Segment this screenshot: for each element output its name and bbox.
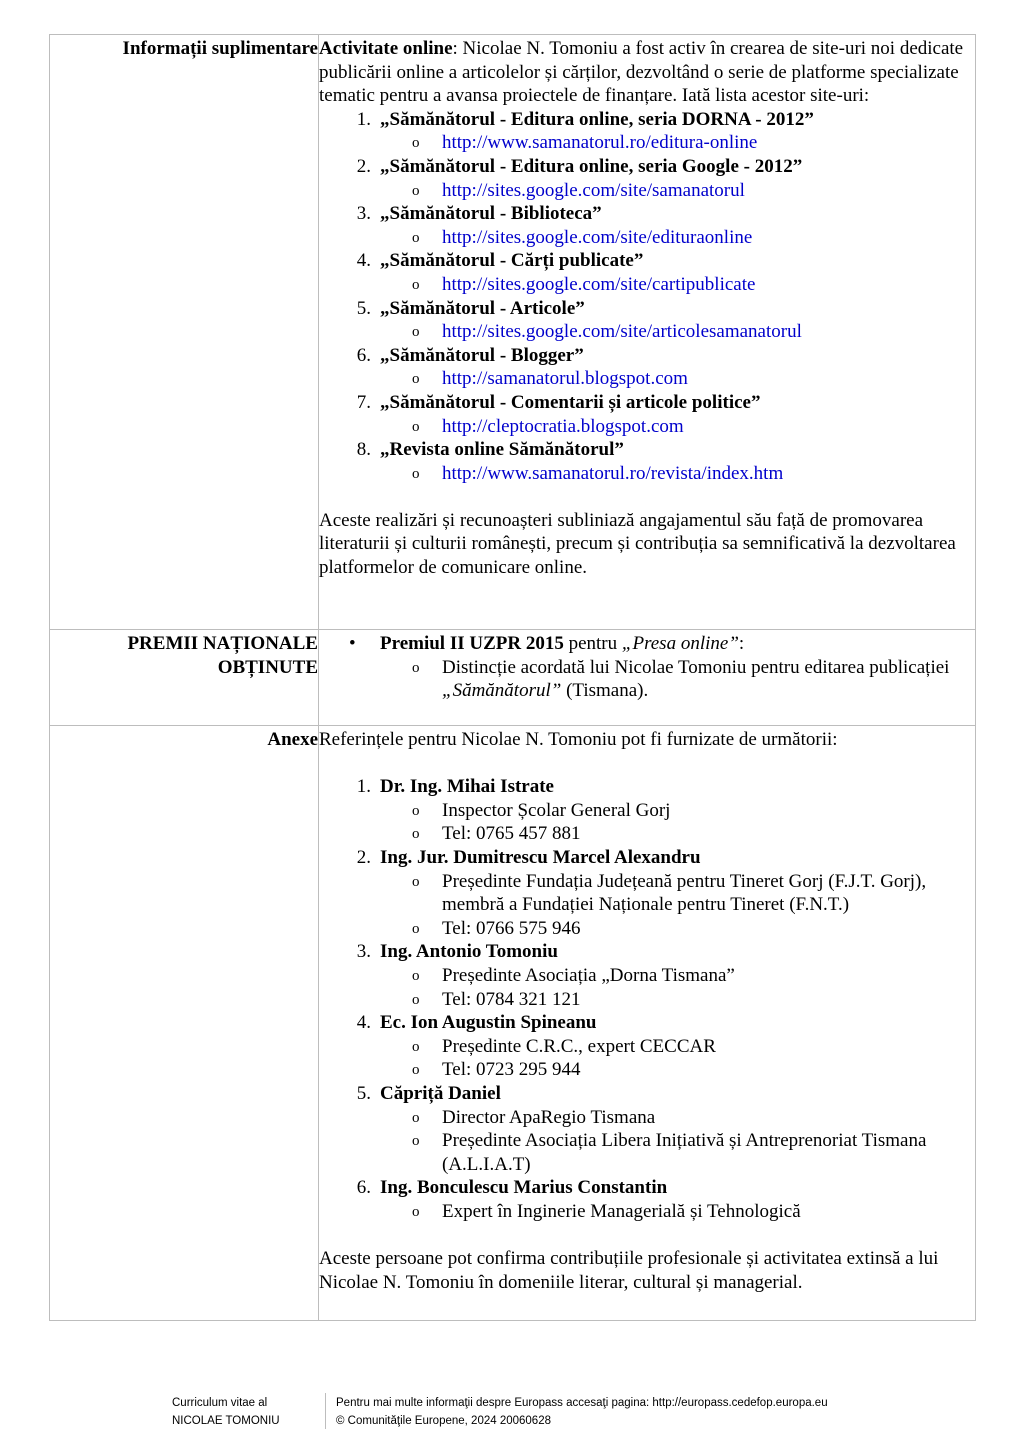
reference-detail bbox=[319, 1106, 975, 1130]
circle-bullet-icon: o bbox=[412, 659, 420, 676]
row-label-awards bbox=[50, 630, 319, 726]
award-title: Premiul II UZPR 2015 bbox=[380, 633, 564, 654]
reference-detail bbox=[319, 822, 975, 846]
reference-name: Ing. Bonculescu Marius Constantin bbox=[380, 1177, 668, 1199]
online-activity-intro bbox=[319, 37, 975, 108]
circle-bullet-icon: o bbox=[412, 967, 420, 984]
reference-detail-text: Tel: 0784 321 121 bbox=[442, 988, 581, 1010]
awards-label-line1: PREMII NAȚIONALE bbox=[127, 633, 318, 654]
circle-bullet-icon: o bbox=[412, 1038, 420, 1055]
circle-bullet-icon: o bbox=[412, 1109, 420, 1126]
reference-detail bbox=[319, 917, 975, 941]
reference-detail bbox=[319, 1129, 975, 1176]
reference-item bbox=[319, 940, 975, 1011]
reference-name-line bbox=[319, 1176, 975, 1200]
award-publication: „Sămănătorul” bbox=[442, 680, 562, 702]
row-label-annexes: Anexe bbox=[50, 726, 319, 1321]
circle-bullet-icon: o bbox=[412, 324, 420, 341]
row-label-additional-info: Informații suplimentare bbox=[50, 35, 319, 630]
online-activity-heading: Activitate online bbox=[319, 38, 453, 59]
site-title-line bbox=[319, 249, 975, 273]
bullet-icon: • bbox=[349, 633, 356, 654]
reference-detail-text: Tel: 0723 295 944 bbox=[442, 1059, 581, 1081]
site-title: „Sămănătorul - Biblioteca” bbox=[380, 203, 602, 225]
site-number: 5. bbox=[356, 297, 371, 319]
site-title-line bbox=[319, 202, 975, 226]
footer-divider bbox=[325, 1393, 326, 1429]
site-number: 6. bbox=[356, 344, 371, 366]
award-text-mid: pentru bbox=[563, 633, 622, 654]
award-detail-text: Distincție acordată lui Nicolae Tomoniu pentru editarea publicației bbox=[442, 656, 950, 678]
circle-bullet-icon: o bbox=[412, 873, 420, 890]
online-activity-closing: Aceste realizări și recunoașteri subliniază angajamentul său față de promovarea literaturii și culturii românești, precum și contribuția sa semnificativă la dezvoltarea platformelor de comunicare online. bbox=[319, 509, 956, 579]
site-title-line bbox=[319, 344, 975, 368]
circle-bullet-icon: o bbox=[412, 1062, 420, 1079]
circle-bullet-icon: o bbox=[412, 371, 420, 388]
site-item bbox=[319, 202, 975, 249]
reference-number: 5. bbox=[356, 1082, 371, 1104]
circle-bullet-icon: o bbox=[412, 229, 420, 246]
site-item bbox=[319, 155, 975, 202]
reference-item bbox=[319, 775, 975, 846]
circle-bullet-icon: o bbox=[412, 418, 420, 435]
footer-left bbox=[172, 1394, 280, 1430]
reference-detail bbox=[319, 1200, 975, 1224]
reference-detail-text: Președinte Asociația Libera Inițiativă și Antreprenoriat Tismana (A.L.I.A.T) bbox=[442, 1130, 927, 1175]
reference-detail bbox=[319, 1035, 975, 1059]
reference-name: Ec. Ion Augustin Spineanu bbox=[380, 1012, 597, 1034]
site-number: 7. bbox=[356, 391, 371, 413]
sites-list bbox=[319, 108, 975, 486]
reference-name-line bbox=[319, 846, 975, 870]
site-url-line bbox=[319, 226, 975, 250]
circle-bullet-icon: o bbox=[412, 920, 420, 937]
site-title-line bbox=[319, 438, 975, 462]
site-number: 1. bbox=[356, 108, 371, 130]
site-number: 3. bbox=[356, 203, 371, 225]
reference-detail-text: Tel: 0766 575 946 bbox=[442, 917, 581, 939]
site-title: „Sămănătorul - Editura online, seria Google - 2012” bbox=[380, 155, 803, 177]
cv-table bbox=[49, 34, 976, 1321]
circle-bullet-icon: o bbox=[412, 802, 420, 819]
reference-detail-text: Președinte Asociația „Dorna Tismana” bbox=[442, 964, 735, 986]
reference-number: 2. bbox=[356, 846, 371, 868]
reference-item bbox=[319, 846, 975, 940]
site-url-line bbox=[319, 179, 975, 203]
site-url-link[interactable]: http://samanatorul.blogspot.com bbox=[442, 368, 688, 390]
circle-bullet-icon: o bbox=[412, 182, 420, 199]
site-item bbox=[319, 438, 975, 485]
circle-bullet-icon: o bbox=[412, 276, 420, 293]
row-awards bbox=[50, 630, 976, 726]
circle-bullet-icon: o bbox=[412, 1133, 420, 1150]
reference-number: 6. bbox=[356, 1177, 371, 1199]
online-activity-text: : Nicolae N. Tomoniu a fost activ în crearea de site-uri noi dedicate publicării online a articolelor și cărților, dezvoltând o serie de platforme specializate tematic pentru a avansa proiectele de finanțare. Iată lista acestor site-uri: bbox=[319, 38, 964, 107]
reference-number: 3. bbox=[356, 941, 371, 963]
footer-cv-name: NICOLAE TOMONIU bbox=[172, 1415, 280, 1427]
circle-bullet-icon: o bbox=[412, 135, 420, 152]
row-content-awards bbox=[319, 630, 976, 726]
reference-detail-text: Expert în Inginerie Managerială și Tehnologică bbox=[442, 1200, 801, 1222]
reference-name-line bbox=[319, 775, 975, 799]
footer-europass-info: Pentru mai multe informaţii despre Europass accesaţi pagina: http://europass.cedefop.europa.eu bbox=[336, 1397, 828, 1409]
footer-copyright: © Comunităţile Europene, 2024 20060628 bbox=[336, 1415, 551, 1427]
site-url-link[interactable]: http://sites.google.com/site/cartipublicate bbox=[442, 273, 756, 295]
row-additional-info bbox=[50, 35, 976, 630]
row-content-additional-info bbox=[319, 35, 976, 630]
footer-right bbox=[336, 1394, 828, 1430]
site-url-line bbox=[319, 131, 975, 155]
reference-name: Dr. Ing. Mihai Istrate bbox=[380, 776, 554, 798]
site-item bbox=[319, 391, 975, 438]
awards-label-line2: OBȚINUTE bbox=[217, 656, 318, 678]
site-title-line bbox=[319, 391, 975, 415]
reference-detail bbox=[319, 870, 975, 917]
site-title: „Sămănătorul - Blogger” bbox=[380, 344, 584, 366]
site-url-link[interactable]: http://sites.google.com/site/articolesamanatorul bbox=[442, 321, 802, 343]
site-url-line bbox=[319, 273, 975, 297]
site-url-link[interactable]: http://cleptocratia.blogspot.com bbox=[442, 415, 684, 437]
reference-name: Căpriță Daniel bbox=[380, 1082, 501, 1104]
award-item bbox=[319, 632, 975, 656]
site-number: 2. bbox=[356, 155, 371, 177]
footer-cv-label: Curriculum vitae al bbox=[172, 1397, 268, 1409]
reference-item bbox=[319, 1082, 975, 1176]
site-item bbox=[319, 344, 975, 391]
reference-name-line bbox=[319, 1011, 975, 1035]
site-url-line bbox=[319, 462, 975, 486]
site-title-line bbox=[319, 108, 975, 132]
reference-item bbox=[319, 1176, 975, 1223]
award-text-end: : bbox=[738, 633, 745, 654]
circle-bullet-icon: o bbox=[412, 826, 420, 843]
site-number: 8. bbox=[356, 439, 371, 461]
site-url-line bbox=[319, 320, 975, 344]
reference-detail bbox=[319, 799, 975, 823]
award-detail-end: (Tismana). bbox=[561, 680, 649, 702]
reference-name-line bbox=[319, 940, 975, 964]
site-number: 4. bbox=[356, 250, 371, 272]
reference-number: 1. bbox=[356, 776, 371, 798]
site-title: „Revista online Sămănătorul” bbox=[380, 439, 624, 461]
reference-name: Ing. Jur. Dumitrescu Marcel Alexandru bbox=[380, 846, 701, 868]
site-title: „Sămănătorul - Cărți publicate” bbox=[380, 250, 644, 272]
award-detail bbox=[319, 656, 975, 703]
circle-bullet-icon: o bbox=[412, 991, 420, 1008]
award-category: „Presa online” bbox=[621, 633, 739, 654]
reference-item bbox=[319, 1011, 975, 1082]
site-url-link[interactable]: http://www.samanatorul.ro/editura-online bbox=[442, 132, 758, 154]
reference-detail-text: Președinte Fundația Județeană pentru Tineret Gorj (F.J.T. Gorj), membră a Fundației Naționale pentru Tineret (F.N.T.) bbox=[442, 870, 927, 916]
row-annexes bbox=[50, 726, 976, 1321]
site-title-line bbox=[319, 297, 975, 321]
reference-detail bbox=[319, 1058, 975, 1082]
site-url-link[interactable]: http://sites.google.com/site/edituraonline bbox=[442, 226, 753, 248]
site-item bbox=[319, 249, 975, 296]
reference-detail bbox=[319, 964, 975, 988]
site-title: „Sămănătorul - Comentarii și articole politice” bbox=[380, 391, 761, 413]
circle-bullet-icon: o bbox=[412, 1203, 420, 1220]
circle-bullet-icon: o bbox=[412, 465, 420, 482]
reference-detail-text: Director ApaRegio Tismana bbox=[442, 1106, 656, 1128]
row-content-annexes bbox=[319, 726, 976, 1321]
reference-number: 4. bbox=[356, 1012, 371, 1034]
references-list bbox=[319, 775, 975, 1223]
site-url-line bbox=[319, 367, 975, 391]
site-item bbox=[319, 108, 975, 155]
references-closing: Aceste persoane pot confirma contribuțiile profesionale și activitatea extinsă a lui Nicolae N. Tomoniu în domeniile literar, cultural și managerial. bbox=[319, 1248, 939, 1293]
site-url-line bbox=[319, 415, 975, 439]
reference-detail-text: Președinte C.R.C., expert CECCAR bbox=[442, 1035, 716, 1057]
site-title: „Sămănătorul - Articole” bbox=[380, 297, 585, 319]
site-item bbox=[319, 297, 975, 344]
references-intro: Referințele pentru Nicolae N. Tomoniu pot fi furnizate de următorii: bbox=[319, 729, 838, 750]
reference-detail bbox=[319, 988, 975, 1012]
reference-detail-text: Inspector Școlar General Gorj bbox=[442, 799, 671, 821]
site-title-line bbox=[319, 155, 975, 179]
reference-name-line bbox=[319, 1082, 975, 1106]
site-url-link[interactable]: http://www.samanatorul.ro/revista/index.htm bbox=[442, 462, 784, 484]
reference-name: Ing. Antonio Tomoniu bbox=[380, 941, 558, 963]
site-title: „Sămănătorul - Editura online, seria DORNA - 2012” bbox=[380, 108, 814, 130]
reference-detail-text: Tel: 0765 457 881 bbox=[442, 823, 581, 845]
site-url-link[interactable]: http://sites.google.com/site/samanatorul bbox=[442, 179, 745, 201]
